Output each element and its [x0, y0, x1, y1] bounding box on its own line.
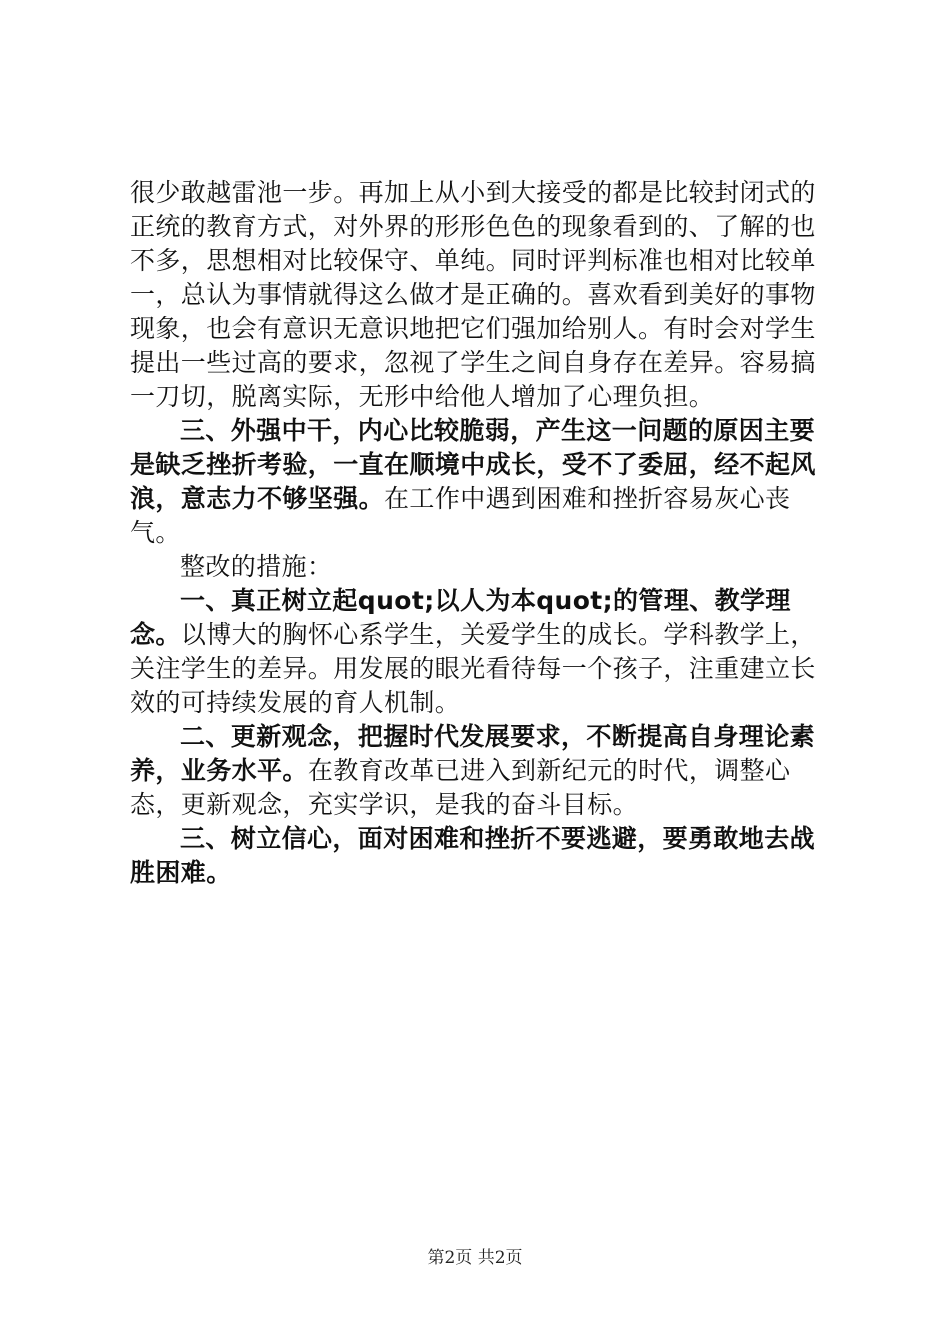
measure-3 [130, 822, 830, 890]
measure-3-heading: 三、树立信心，面对困难和挫折不要逃避，要勇敢地去战胜困难。 [130, 824, 816, 887]
document-body [130, 176, 830, 890]
measure-2 [130, 720, 830, 822]
paragraph-1 [130, 176, 830, 414]
measure-1 [130, 584, 830, 720]
page-number-label: 第2页 共2页 [427, 1248, 523, 1268]
paragraph-2-heading: 三、外强中干，内心比较脆弱，产生这一问题的原因主要是缺乏挫折考验，一直在顺境中成长，受不了委屈，经不起风浪，意志力不够坚强。 [130, 416, 816, 513]
measure-1-heading: 一、真正树立起quot;以人为本quot;的管理、教学理念。 [130, 586, 791, 649]
measures-title-text: 整改的措施： [180, 552, 333, 581]
paragraph-2-body: 在工作中遇到困难和挫折容易灰心丧气。 [130, 484, 791, 547]
measures-title [130, 550, 830, 584]
measure-2-body: 在教育改革已进入到新纪元的时代，调整心态，更新观念，充实学识，是我的奋斗目标。 [130, 756, 791, 819]
paragraph-2 [130, 414, 830, 550]
page-footer [0, 1243, 950, 1268]
measure-2-heading: 二、更新观念，把握时代发展要求，不断提高自身理论素养，业务水平。 [130, 722, 816, 785]
measure-1-body: 以博大的胸怀心系学生，关爱学生的成长。学科教学上，关注学生的差异。用发展的眼光看待每一个孩子，注重建立长效的可持续发展的育人机制。 [130, 620, 816, 717]
paragraph-1-text: 很少敢越雷池一步。再加上从小到大接受的都是比较封闭式的正统的教育方式，对外界的形形色色的现象看到的、了解的也不多，思想相对比较保守、单纯。同时评判标准也相对比较单一，总认为事情就得这么做才是正确的。喜欢看到美好的事物现象，也会有意识无意识地把它们强加给别人。有时会对学生提出一些过高的要求，忽视了学生之间自身存在差异。容易搞一刀切，脱离实际，无形中给他人增加了心理负担。 [130, 178, 816, 411]
